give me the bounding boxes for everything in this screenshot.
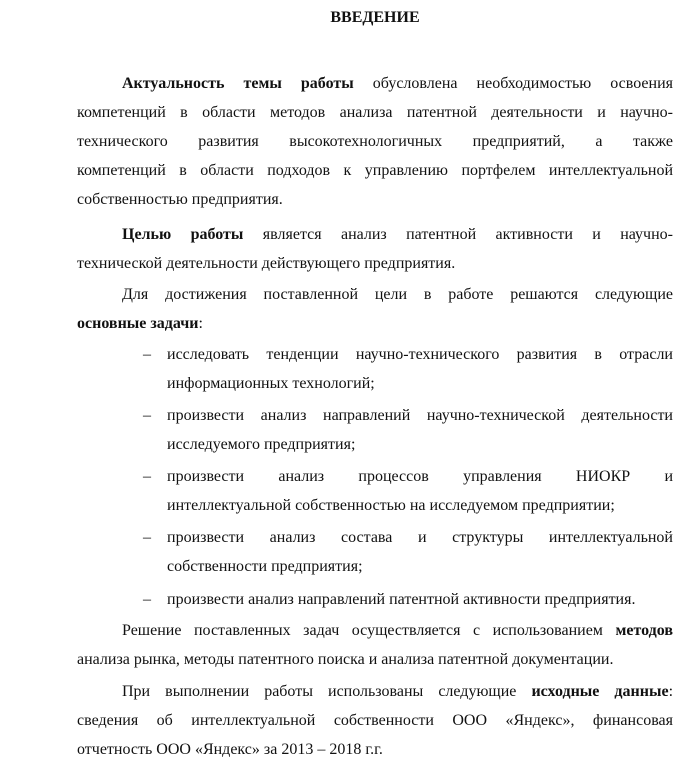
list-dash: – (143, 407, 151, 424)
paragraph-tasks-intro-line-1: Для достижения поставленной цели в работе решаются следующие (122, 286, 673, 303)
paragraph-goal-line-1 (122, 220, 673, 249)
source-data-heading: исходные данные (531, 683, 669, 700)
list-dash: – (143, 468, 151, 485)
paragraph-relevance-line-2: компетенций в области методов анализа патентной деятельности и научно- (77, 104, 673, 121)
list-dash: – (143, 529, 151, 546)
tasks-heading: основные задачи (77, 315, 199, 332)
goal-heading: Целью работы (122, 226, 244, 243)
paragraph-tasks-intro-line-2: основные задачи: (77, 315, 203, 332)
page-title: ВВЕДЕНИЕ (330, 9, 420, 26)
list-item-line-2: собственности предприятия; (167, 558, 363, 575)
list-item-line-1: произвести анализ состава и структуры интеллектуальной (167, 529, 673, 546)
paragraph-relevance-line-1 (122, 69, 673, 98)
methods-heading: методов (615, 622, 673, 639)
list-item-line-1: произвести анализ направлений научно-технической деятельности (167, 407, 673, 424)
list-item-line-2: интеллектуальной собственностью на исследуемом предприятии; (167, 497, 615, 514)
methods-text: Решение поставленных задач осуществляется с использованием (122, 622, 603, 639)
paragraph-goal-line-2: технической деятельности действующего предприятия. (77, 255, 456, 272)
relevance-heading: Актуальность темы работы (122, 75, 354, 92)
list-dash: – (143, 346, 151, 363)
list-item-line-1: исследовать тенденции научно-технического развития в отрасли (167, 346, 673, 363)
list-item-line-2: исследуемого предприятия; (167, 436, 356, 453)
paragraph-source-data-line-1: При выполнении работы использованы следующие исходные данные: (122, 683, 674, 700)
paragraph-relevance-line-3: технического развития высокотехнологичных предприятий, а также (77, 133, 673, 150)
list-item-line-1: произвести анализ процессов управления НИОКР и (167, 468, 673, 485)
paragraph-relevance-line-4: компетенций в области подходов к управлению портфелем интеллектуальной (77, 162, 673, 179)
paragraph-source-data-line-2: сведения об интеллектуальной собственности ООО «Яндекс», финансовая (77, 712, 673, 729)
goal-text: является анализ патентной активности и научно- (262, 226, 673, 243)
paragraph-source-data-line-3: отчетность ООО «Яндекс» за 2013 – 2018 г.г. (77, 741, 383, 758)
paragraph-relevance-line-5: собственностью предприятия. (77, 191, 283, 208)
list-item-line-1: произвести анализ направлений патентной активности предприятия. (167, 591, 636, 608)
source-data-text: При выполнении работы использованы следующие (122, 683, 517, 700)
paragraph-methods-line-1 (122, 616, 673, 645)
list-item-line-2: информационных технологий; (167, 375, 375, 392)
paragraph-methods-line-2: анализа рынка, методы патентного поиска и анализа патентной документации. (77, 651, 614, 668)
list-dash: – (143, 591, 151, 608)
relevance-text: обусловлена необходимостью освоения (372, 75, 674, 92)
